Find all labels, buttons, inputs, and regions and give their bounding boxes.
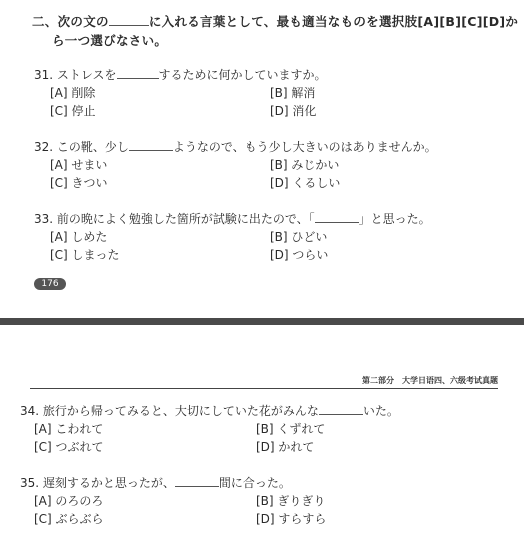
page-number-badge: 176 (34, 278, 66, 290)
section-heading-line2: ら一つ選びなさい。 (52, 33, 168, 48)
heading-blank (109, 15, 149, 26)
question-35: 35. 遅刻するかと思ったが、 間に合った。 (20, 476, 291, 490)
running-header: 第二部分 大学日语四、六级考试真题 (362, 376, 498, 385)
question-31: 31. ストレスを するために何かしていますか。 (34, 68, 327, 82)
answer-blank (175, 476, 219, 487)
header-rule (30, 388, 498, 389)
section-heading: 二、次の文の に入れる言葉として、最も適当なものを選択肢[A][B][C][D]か (32, 14, 519, 29)
option-32-c[interactable]: [C] きつい (50, 176, 108, 190)
answer-blank (319, 404, 363, 415)
option-34-a[interactable]: [A] こわれて (34, 422, 104, 436)
question-33: 33. 前の晩によく勉強した箇所が試験に出たので、「 」と思った。 (34, 212, 431, 226)
option-35-b[interactable]: [B] ぎりぎり (256, 494, 326, 508)
option-32-d[interactable]: [D] くるしい (270, 176, 341, 190)
option-33-c[interactable]: [C] しまった (50, 248, 120, 262)
option-31-b[interactable]: [B] 解消 (270, 86, 316, 100)
option-35-a[interactable]: [A] のろのろ (34, 494, 104, 508)
option-34-c[interactable]: [C] つぶれて (34, 440, 104, 454)
page-divider (0, 318, 524, 325)
option-34-b[interactable]: [B] くずれて (256, 422, 326, 436)
question-32: 32. この靴、少し ようなので、もう少し大きいのはありませんか。 (34, 140, 437, 154)
option-33-a[interactable]: [A] しめた (50, 230, 108, 244)
option-32-b[interactable]: [B] みじかい (270, 158, 340, 172)
option-35-d[interactable]: [D] すらすら (256, 512, 327, 526)
option-31-c[interactable]: [C] 停止 (50, 104, 96, 118)
option-31-d[interactable]: [D] 消化 (270, 104, 317, 118)
option-35-c[interactable]: [C] ぶらぶら (34, 512, 104, 526)
option-31-a[interactable]: [A] 削除 (50, 86, 96, 100)
answer-blank (315, 212, 359, 223)
question-34: 34. 旅行から帰ってみると、大切にしていた花がみんな いた。 (20, 404, 399, 418)
option-33-b[interactable]: [B] ひどい (270, 230, 328, 244)
answer-blank (117, 68, 159, 79)
answer-blank (129, 140, 173, 151)
option-34-d[interactable]: [D] かれて (256, 440, 315, 454)
option-33-d[interactable]: [D] つらい (270, 248, 329, 262)
option-32-a[interactable]: [A] せまい (50, 158, 108, 172)
